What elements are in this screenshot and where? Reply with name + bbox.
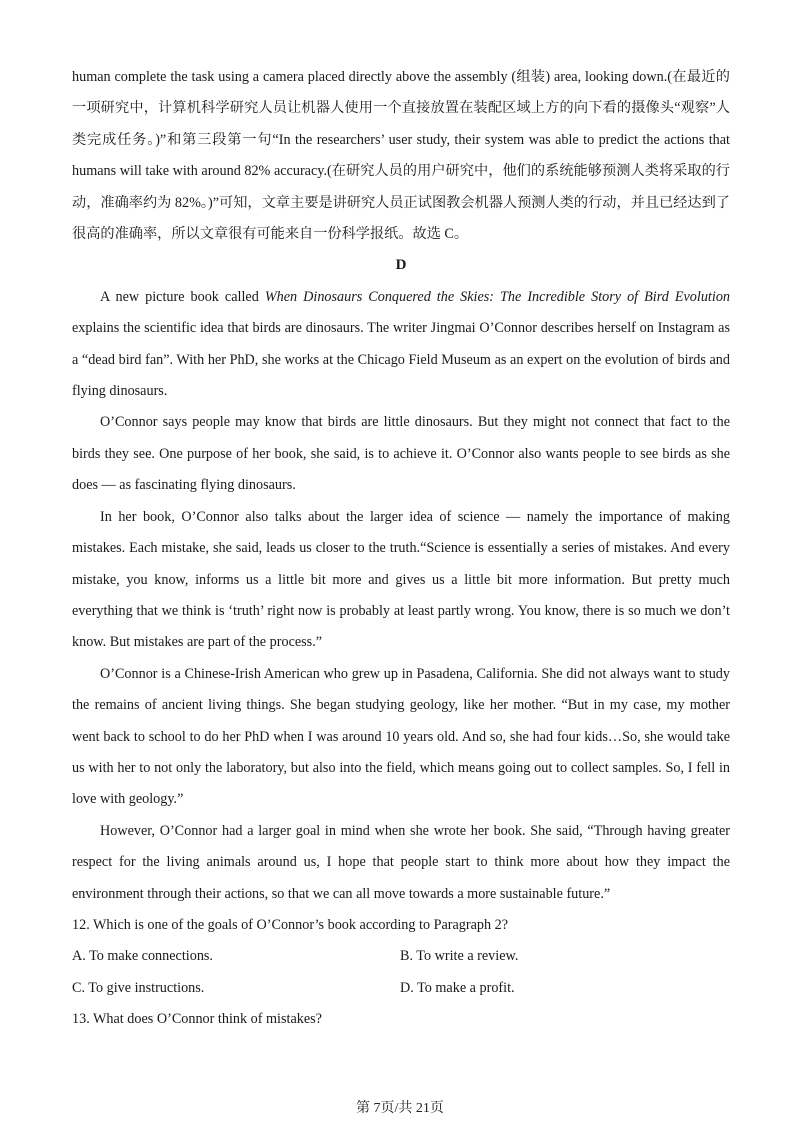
question-12-options-row-1	[72, 941, 730, 972]
passage-p1-start: A new picture book called	[100, 288, 265, 305]
passage-paragraph-2: O’Connor says people may know that birds are little dinosaurs. But they might not connect that fact to the birds they see. One purpose of her book, she said, is to achieve it. O’Connor also wants people to see birds as she does — as fascinating flying dinosaurs.	[72, 414, 730, 494]
option-c: C. To give instructions.	[72, 979, 205, 996]
option-d: D. To make a profit.	[400, 979, 515, 996]
page-content	[72, 62, 730, 1036]
page-number-footer: 第 7页/共 21页	[356, 1101, 444, 1116]
passage-paragraph-5: However, O’Connor had a larger goal in mind when she wrote her book. She said, “Through having greater respect for the living animals around us, I hope that people start to think more about how they impact the environment through their actions, so that we can all move towards a more sustainable future.”	[72, 822, 730, 902]
book-title: When Dinosaurs Conquered the Skies: The Incredible Story of Bird Evolution	[264, 288, 731, 305]
answer-explanation-text: human complete the task using a camera placed directly above the assembly (组装) area, looking down.(在最近的一项研究中，计算机科学研究人员让机器人使用一个直接放置在装配区域上方的向下看的摄像头“观察”人类完成任务。)”和第三段第一句“In the researchers’ user study, their system was able to predict the actions that humans will take with around 82% accuracy.(在研究人员的用户研究中，他们的系统能够预测人类将采取的行动，准确率约为 82%。)”可知，文章主要是讲研究人员正试图教会机器人预测人类的行动，并且已经达到了很高的准确率，所以文章很有可能来自一份科学报纸。故选 C。	[72, 69, 730, 243]
question-13-stem: 13. What does O’Connor think of mistakes?	[72, 1011, 322, 1028]
question-12-stem: 12. Which is one of the goals of O’Connor’s book according to Paragraph 2?	[72, 916, 509, 933]
option-a: A. To make connections.	[72, 948, 213, 965]
question-12-options-row-2	[72, 973, 730, 1004]
option-b: B. To write a review.	[400, 948, 519, 965]
passage-paragraph-3: In her book, O’Connor also talks about the larger idea of science — namely the importance of making mistakes. Each mistake, she said, leads us closer to the truth.“Science is essentially a series of mistakes. And every mistake, you know, informs us a little bit more and gives us a little bit more information. But pretty much everything that we think is ‘truth’ right now is probably at least partly wrong. You know, there is so much we don’t know. But mistakes are part of the process.”	[72, 508, 730, 651]
section-heading: D	[395, 257, 407, 274]
passage-p1-rest: explains the scientific idea that birds are dinosaurs. The writer Jingmai O’Connor describes herself on Instagram as a “dead bird fan”. With her PhD, she works at the Chicago Field Museum as an expert on the evolution of birds and flying dinosaurs.	[72, 320, 730, 400]
passage-paragraph-1	[72, 282, 730, 408]
passage-paragraph-4: O’Connor is a Chinese-Irish American who grew up in Pasadena, California. She did not always want to study the remains of ancient living things. She began studying geology, like her mother. “But in my case, my mother went back to school to do her PhD when I was around 10 years old. And so, she had four kids…So, she would take us with her to not only the laboratory, but also into the field, which means going out to collect samples. So, I fell in love with geology.”	[72, 665, 730, 808]
